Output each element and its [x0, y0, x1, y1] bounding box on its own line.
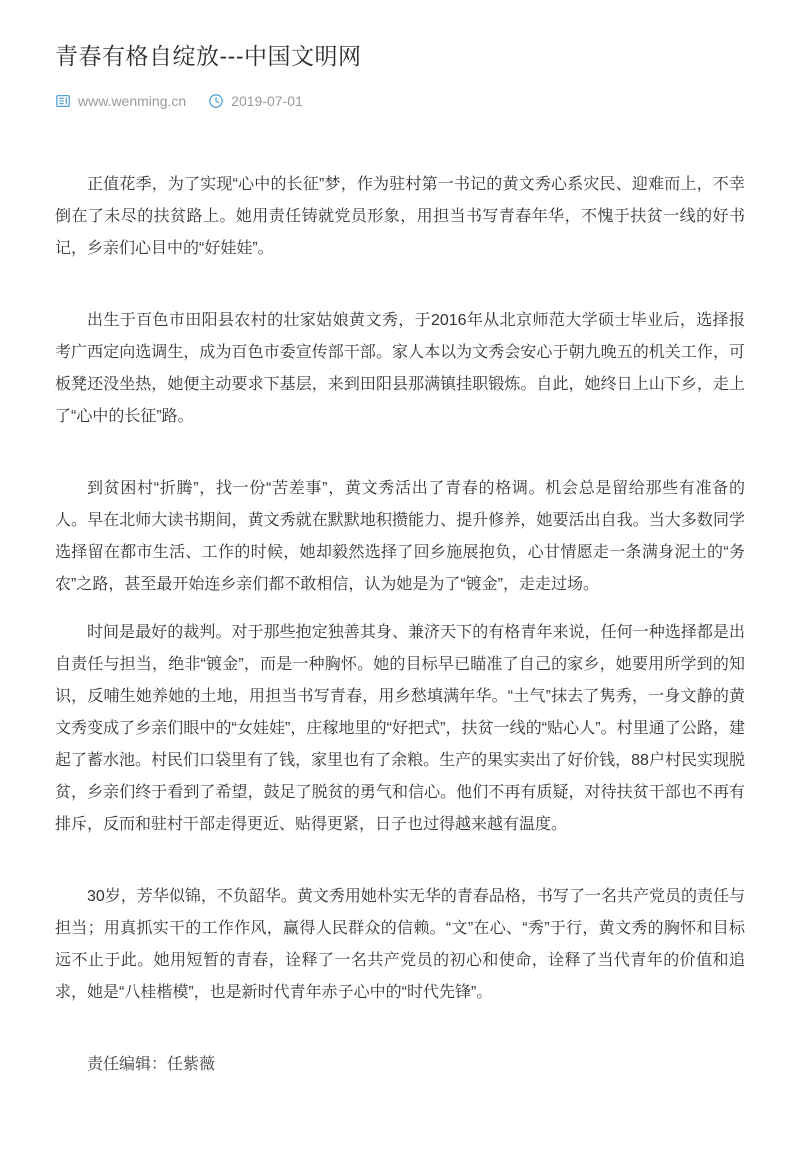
article-paragraph: 到贫困村“折腾”，找一份“苦差事”，黄文秀活出了青春的格调。机会总是留给那些有准备的人。早在北师大读书期间，黄文秀就在默默地积攒能力、提升修养，她要活出自我。当大多数同学选择留在都市生活、工作的时候，她却毅然选择了回乡施展抱负，心甘情愿走一条满身泥土的“务农”之路，甚至最开始连乡亲们都不敢相信，认为她是为了“镀金”，走走过场。 — [55, 479, 745, 593]
source-url: www.wenming.cn — [78, 92, 187, 109]
article-body — [55, 169, 745, 1009]
editor-credit: 责任编辑：任紫薇 — [87, 1055, 216, 1073]
article-paragraph: 时间是最好的裁判。对于那些抱定独善其身、兼济天下的有格青年来说，任何一种选择都是出自责任与担当，绝非“镀金”，而是一种胸怀。她的目标早已瞄准了自己的家乡，她要用所学到的知识，反哺生她养她的土地，用担当书写青春，用乡愁填满年华。“土气”抹去了隽秀，一身文静的黄文秀变成了乡亲们眼中的“女娃娃”，庄稼地里的“好把式”，扶贫一线的“贴心人”。村里通了公路，建起了蓄水池。村民们口袋里有了钱，家里也有了余粮。生产的果实卖出了好价钱，88户村民实现脱贫，乡亲们终于看到了希望，鼓足了脱贫的勇气和信心。他们不再有质疑，对待扶贫干部也不再有排斥，反而和驻村干部走得更近、贴得更紧，日子也过得越来越有温度。 — [55, 623, 745, 833]
publish-date: 2019-07-01 — [231, 92, 303, 109]
article-paragraph: 30岁，芳华似锦，不负韶华。黄文秀用她朴实无华的青春品格，书写了一名共产党员的责任与担当；用真抓实干的工作作风，赢得人民群众的信赖。“文”在心、“秀”于行，黄文秀的胸怀和目标远不止于此。她用短暂的青春，诠释了一名共产党员的初心和使命，诠释了当代青年的价值和追求，她是“八桂楷模”，也是新时代青年赤子心中的“时代先锋”。 — [55, 887, 745, 1001]
clock-icon — [208, 93, 224, 109]
article-meta — [55, 93, 745, 109]
article-paragraph: 出生于百色市田阳县农村的壮家姑娘黄文秀，于2016年从北京师范大学硕士毕业后，选择报考广西定向选调生，成为百色市委宣传部干部。家人本以为文秀会安心于朝九晚五的机关工作，可板凳还没坐热，她便主动要求下基层，来到田阳县那满镇挂职锻炼。自此，她终日上山下乡，走上了“心中的长征”路。 — [55, 311, 745, 425]
document-icon — [55, 93, 71, 109]
page-title: 青春有格自绽放---中国文明网 — [55, 43, 362, 69]
article-paragraph: 正值花季，为了实现“心中的长征”梦，作为驻村第一书记的黄文秀心系灾民、迎难而上，不幸倒在了未尽的扶贫路上。她用责任铸就党员形象，用担当书写青春年华，不愧于扶贫一线的好书记，乡亲们心目中的“好娃娃”。 — [55, 175, 745, 257]
